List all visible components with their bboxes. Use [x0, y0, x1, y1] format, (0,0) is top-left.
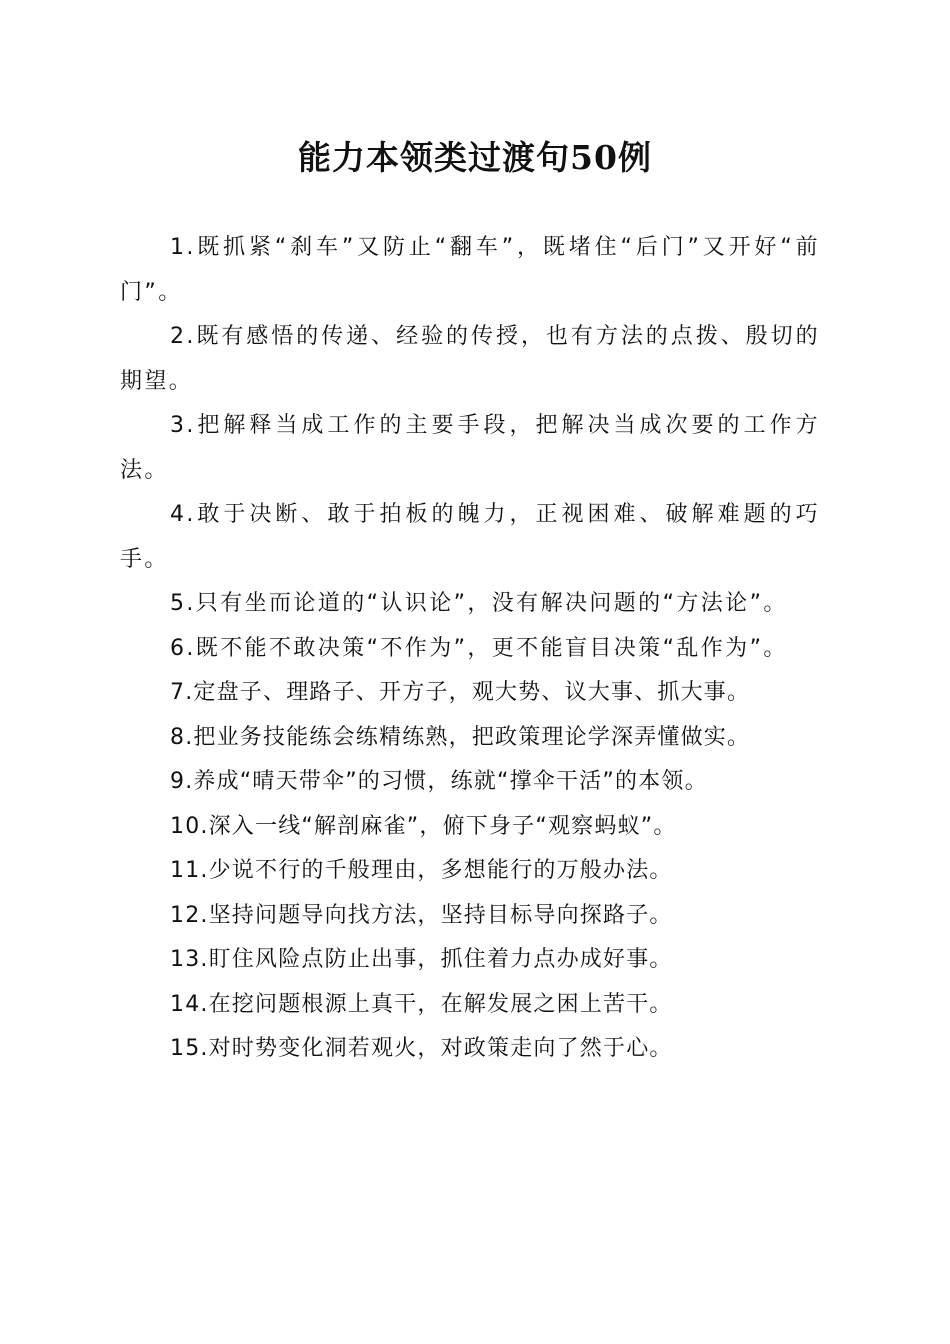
paragraph-11: 11.少说不行的千般理由，多想能行的万般办法。	[170, 858, 673, 883]
paragraph-1: 1.既抓紧“刹车”又防止“翻车”，既堵住“后门”又开好“前门”。	[120, 235, 820, 305]
paragraph-15: 15.对时势变化洞若观火，对政策走向了然于心。	[170, 1036, 673, 1061]
paragraph-4: 4.敢于决断、敢于拍板的魄力，正视困难、破解难题的巧手。	[120, 502, 820, 572]
paragraph-14: 14.在挖问题根源上真干，在解发展之困上苦干。	[170, 991, 673, 1017]
paragraph-6: 6.既不能不敢决策“不作为”，更不能盲目决策“乱作为”。	[170, 635, 788, 661]
document-body	[120, 226, 820, 1072]
paragraph-2: 2.既有感悟的传递、经验的传授，也有方法的点拨、殷切的期望。	[120, 324, 820, 394]
paragraph-10: 10.深入一线“解剖麻雀”，俯下身子“观察蚂蚁”。	[170, 813, 677, 839]
paragraph-13: 13.盯住风险点防止出事，抓住着力点办成好事。	[170, 947, 673, 972]
paragraph-8: 8.把业务技能练会练精练熟，把政策理论学深弄懂做实。	[170, 724, 751, 750]
paragraph-5: 5.只有坐而论道的“认识论”，没有解决问题的“方法论”。	[170, 591, 788, 616]
paragraph-12: 12.坚持问题导向找方法，坚持目标导向探路子。	[170, 902, 673, 928]
paragraph-3: 3.把解释当成工作的主要手段，把解决当成次要的工作方法。	[120, 413, 820, 483]
document-title: 能力本领类过渡句50例	[298, 138, 652, 177]
paragraph-9: 9.养成“晴天带伞”的习惯，练就“撑伞干活”的本领。	[170, 769, 708, 794]
paragraph-7: 7.定盘子、理路子、开方子，观大势、议大事、抓大事。	[170, 680, 751, 705]
